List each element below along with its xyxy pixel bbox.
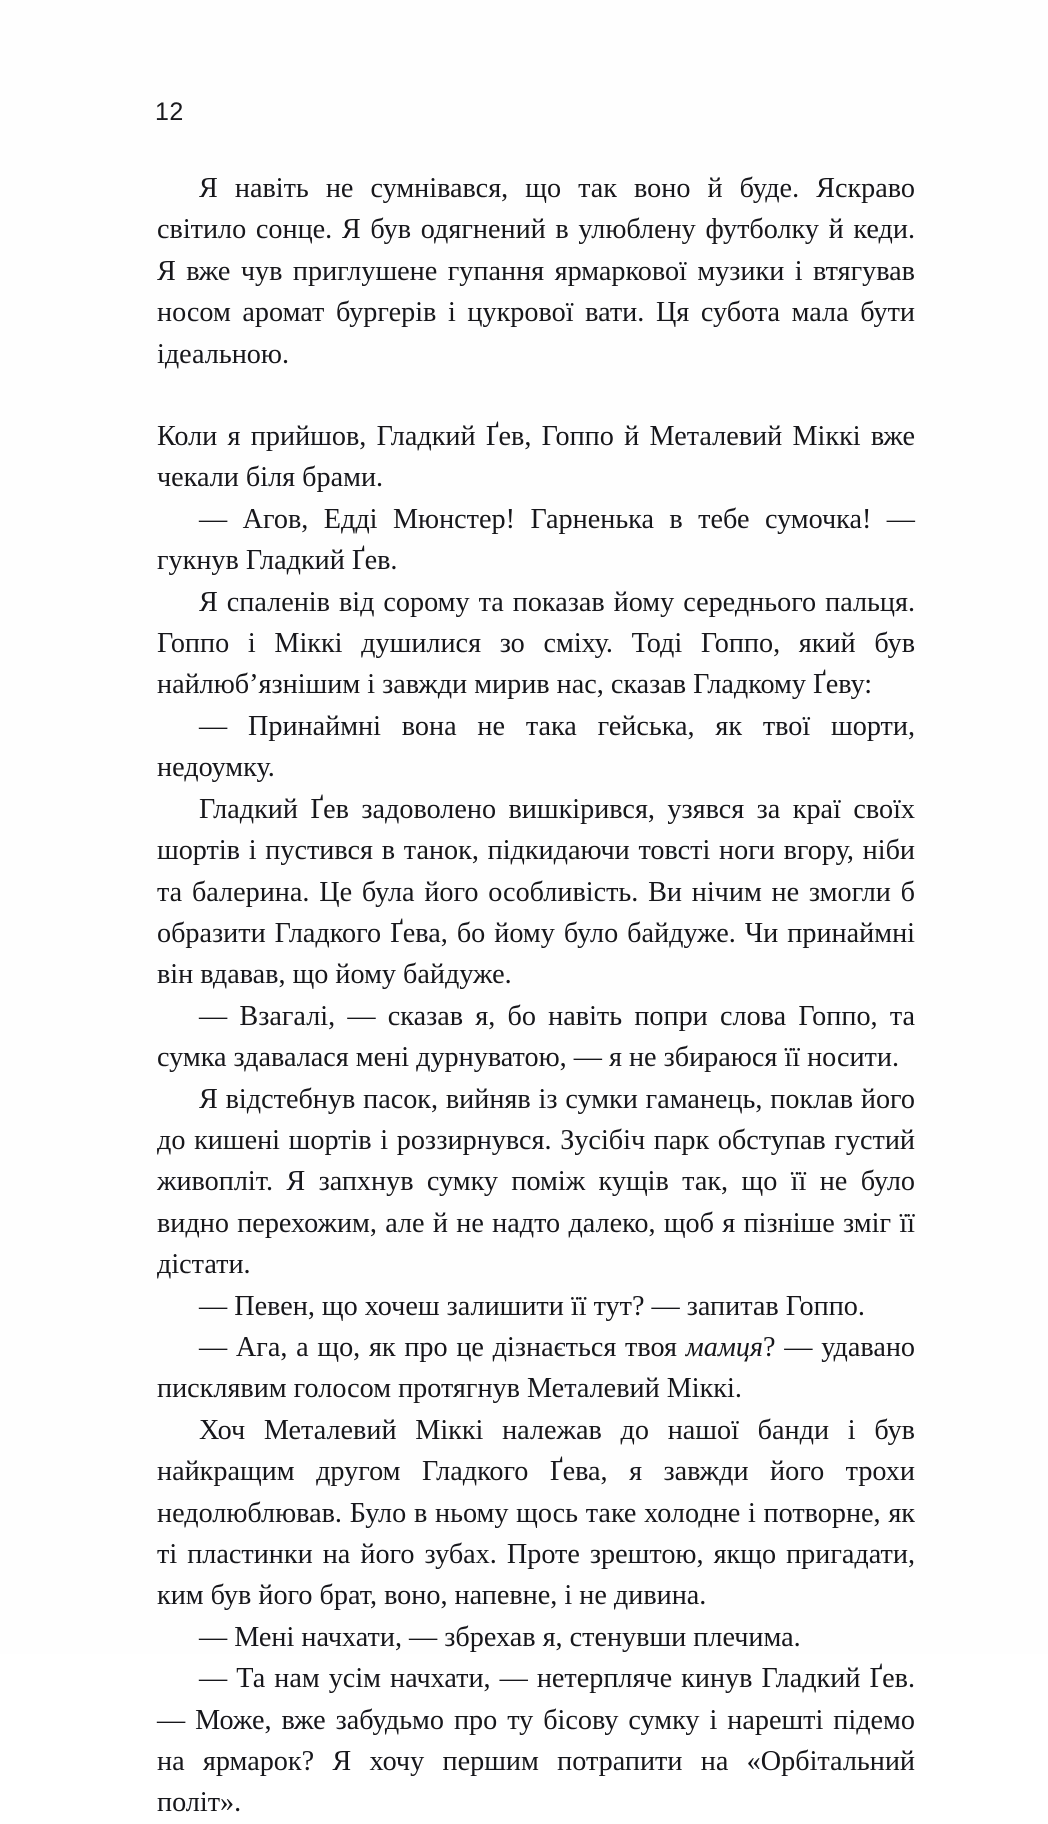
paragraph: Я навіть не сумнівався, що так воно й буде. Яскраво світило сонце. Я був одягнений в улюблену футболку й кеди. Я вже чув приглушене гупання ярмаркової музики і втягував носом аромат бургерів і цукрової вати. Ця субота мала бути ідеальною. (157, 173, 915, 370)
body-text-block (157, 168, 915, 1824)
paragraph-dialogue: — Та нам усім начхати, — нетерпляче кинув Гладкий Ґев. — Може, вже забудьмо про ту бісову сумку і нарешті підемо на ярмарок? Я хочу першим потрапити на «Орбітальний політ». (157, 1663, 915, 1819)
paragraph-dialogue: — Принаймні вона не така гейська, як твої шорти, недоумку. (157, 710, 915, 784)
text-run: ? — удавано писклявим голосом протягнув Металевий Міккі. (157, 1331, 916, 1405)
paragraph-dialogue: — Агов, Едді Мюнстер! Гарненька в тебе сумочка! — гукнув Гладкий Ґев. (157, 503, 915, 577)
paragraph: Я спаленів від сорому та показав йому середнього пальця. Гоппо і Міккі душилися зо сміху. Тоді Гоппо, який був найлюб’язнішим і завжди мирив нас, сказав Гладкому Ґеву: (157, 586, 915, 701)
paragraph-dialogue: — Взагалі, — сказав я, бо навіть попри слова Гоппо, та сумка здавалася мені дурнуватою, — я не збираюся її носити. (157, 1000, 915, 1074)
paragraph-dialogue-italic (157, 1327, 915, 1410)
text-run: — Ага, а що, як про це дізнається твоя (199, 1331, 686, 1363)
paragraph: Гладкий Ґев задоволено вишкірився, узявся за краї своїх шортів і пустився в танок, підкидаючи товсті ноги вгору, ніби та балерина. Це була його особливість. Ви нічим не змогли б образити Гладкого Ґева, бо йому було байдуже. Чи принаймні він вдавав, що йому байдуже. (157, 793, 915, 991)
paragraph: Я відстебнув пасок, вийняв із сумки гаманець, поклав його до кишені шортів і роззирнувся. Зусібіч парк обступав густий живопліт. Я запхнув сумку поміж кущів так, що її не було видно перехожим, але й не надто далеко, щоб я пізніше зміг її дістати. (157, 1083, 915, 1281)
paragraph-dialogue: — Мені начхати, — збрехав я, стенувши плечима. (199, 1621, 801, 1653)
paragraph: Хоч Металевий Міккі належав до нашої банди і був найкращим другом Гладкого Ґева, я завжди його трохи недолюблював. Було в ньому щось таке холодне і потворне, як ті пластинки на його зубах. Проте зрештою, якщо пригадати, ким був його брат, воно, напевне, і не дивина. (157, 1414, 915, 1612)
page-number: 12 (155, 98, 184, 126)
emphasized-word: мамця (685, 1331, 764, 1363)
paragraph-dialogue: — Певен, що хочеш залишити її тут? — запитав Гоппо. (199, 1290, 865, 1322)
paragraph: Коли я прийшов, Гладкий Ґев, Гоппо й Металевий Міккі вже чекали біля брами. (157, 421, 915, 494)
